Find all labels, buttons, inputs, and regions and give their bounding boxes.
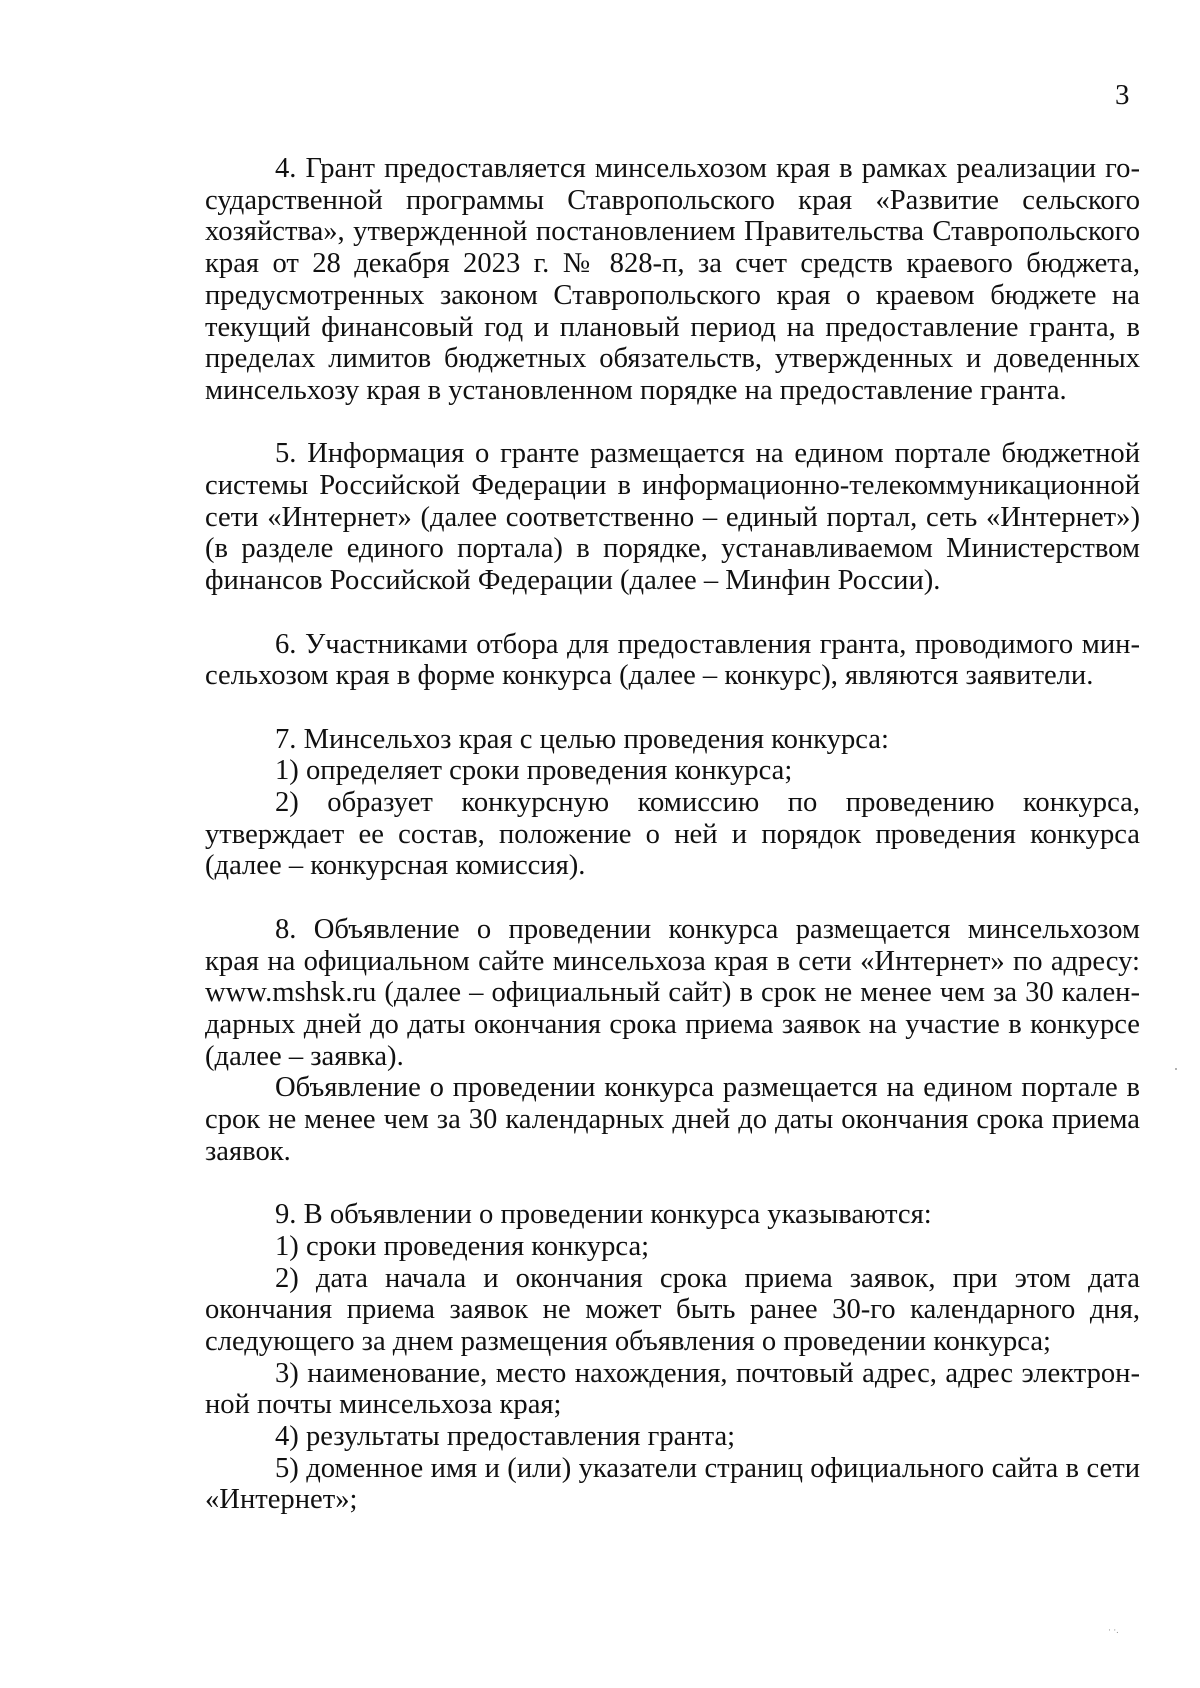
page-number: 3 <box>1115 79 1130 111</box>
paragraph-9-item-5: 5) доменное имя и (или) указатели страниц официального сайта в сети «Интернет»; <box>205 1452 1140 1516</box>
paragraph-6: 6. Участниками отбора для предоставления гранта, проводимого минсельхозом края в форме конкурса (далее – конкурс), являются заявители. <box>205 628 1140 692</box>
paragraph-9: 9. В объявлении о проведении конкурса указываются: <box>275 1199 932 1231</box>
document-body <box>205 153 1140 1516</box>
paragraph-9-item-1: 1) сроки проведения конкурса; <box>275 1230 650 1262</box>
paragraph-4: 4. Грант предоставляется минсельхозом края в рамках реализации государственной программы Ставропольского края «Развитие сельского хозяйства», утвержденной постановлением Правительства Ставропольского края от 28 декабря 2023 г. № 828-п, за счет средств краевого бюджета, предусмотренных законом Ставропольского края о краевом бюджете на текущий финансовый год и плановый период на предоставление гранта, в пределах лимитов бюджетных обязательств, утвержденных и доведенных минсельхозу края в установленном порядке на предоставление гранта. <box>205 153 1140 406</box>
scan-dot <box>1175 1068 1177 1070</box>
scan-speck: · ·. <box>1108 1625 1119 1635</box>
paragraph-7-item-1: 1) определяет сроки проведения конкурса; <box>275 755 793 787</box>
paragraph-8-continuation: Объявление о проведении конкурса размещается на едином портале в срок не менее чем за 30 календарных дней до даты окончания срока приема заявок. <box>205 1072 1140 1167</box>
paragraph-9-item-2: 2) дата начала и окончания срока приема заявок, при этом дата окончания приема заявок не может быть ранее 30-го календарного дня, следующего за днем размещения объявления о проведении конкурса; <box>205 1262 1140 1357</box>
paragraph-8: 8. Объявление о проведении конкурса размещается минсельхозом края на официальном сайте минсельхоза края в сети «Интернет» по адресу: www.mshsk.ru (далее – официальный сайт) в срок не менее чем за 30 календарных дней до даты окончания срока приема заявок на участие в конкурсе (далее – заявка). <box>205 913 1140 1072</box>
paragraph-9-item-3: 3) наименование, место нахождения, почтовый адрес, адрес электронной почты минсельхоза края; <box>205 1357 1140 1421</box>
paragraph-7: 7. Минсельхоз края с целью проведения конкурса: <box>275 723 889 755</box>
paragraph-5: 5. Информация о гранте размещается на едином портале бюджетной системы Российской Федерации в информационно-телекоммуникационной сети «Интернет» (далее соответственно – единый портал, сеть «Интернет») (в разделе единого портала) в порядке, устанавливаемом Министерством финансов Российской Федерации (далее – Минфин России). <box>205 438 1140 597</box>
paragraph-7-item-2: 2) образует конкурсную комиссию по проведению конкурса, утверждает ее состав, положение о ней и порядок проведения конкурса (далее – конкурсная комиссия). <box>205 787 1140 882</box>
paragraph-9-item-4: 4) результаты предоставления гранта; <box>275 1421 736 1453</box>
